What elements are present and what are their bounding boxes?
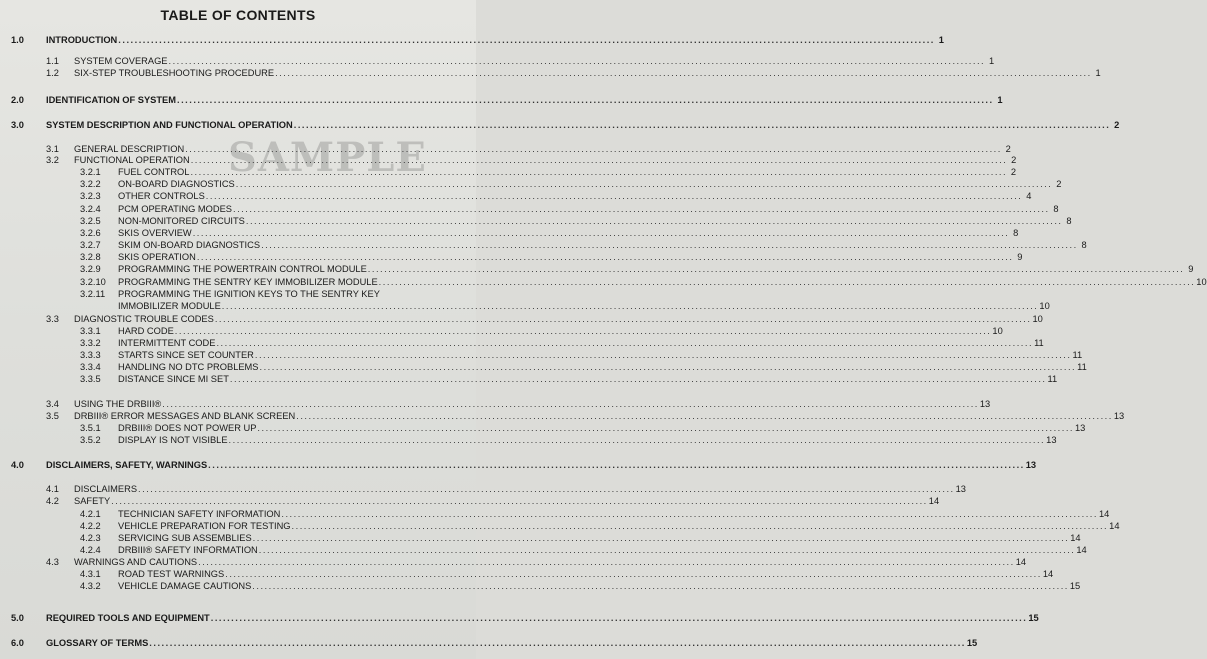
toc-entry-title: PROGRAMMING THE SENTRY KEY IMMOBILIZER MODULE xyxy=(118,277,378,287)
toc-entry-number: 4.2.1 xyxy=(80,509,101,519)
toc-entry-page: 13 xyxy=(1075,423,1086,433)
dot-leader: ........................................................................................................................................................................................................ xyxy=(221,301,1039,311)
toc-entry-page: 4 xyxy=(1026,191,1032,201)
toc-entry-title: USING THE DRBIII® xyxy=(74,399,162,409)
page-title: TABLE OF CONTENTS xyxy=(160,7,316,23)
toc-entry-number: 3.2.8 xyxy=(80,252,101,262)
dot-leader: ........................................................................................................................................................................................................ xyxy=(214,314,1032,324)
toc-entry-page: 13 xyxy=(1025,460,1037,470)
toc-entry-page: 10 xyxy=(1196,277,1207,287)
toc-entry-title: DIAGNOSTIC TROUBLE CODES xyxy=(74,314,214,324)
toc-entry-title: SAFETY xyxy=(74,496,111,506)
toc-entry-page: 8 xyxy=(1081,240,1087,250)
toc-entry-title: DRBIII® SAFETY INFORMATION xyxy=(118,545,258,555)
dot-leader: ........................................................................................................................................................................................................ xyxy=(192,228,1010,238)
toc-entry-page: 1 xyxy=(1095,68,1101,78)
toc-entry-page: 15 xyxy=(966,638,978,648)
toc-entry-number: 4.2.3 xyxy=(80,533,101,543)
toc-entry-title: VEHICLE PREPARATION FOR TESTING xyxy=(118,521,291,531)
dot-leader: ........................................................................................................................................................................................................ xyxy=(185,144,1002,154)
dot-leader: ........................................................................................................................................................................................................ xyxy=(176,95,994,105)
toc-entry-number: 4.3.2 xyxy=(80,581,101,591)
dot-leader: ........................................................................................................................................................................................................ xyxy=(111,496,928,506)
toc-entry-number: 3.1 xyxy=(46,144,59,154)
toc-entry-page: 1 xyxy=(997,95,1003,105)
toc-entry-title: OTHER CONTROLS xyxy=(118,191,205,201)
toc-entry-page: 8 xyxy=(1053,204,1059,214)
dot-leader: ........................................................................................................................................................................................................ xyxy=(254,350,1072,360)
dot-leader: ........................................................................................................................................................................................................ xyxy=(208,460,1025,470)
dot-leader: ........................................................................................................................................................................................................ xyxy=(196,252,1014,262)
toc-entry-number: 3.3 xyxy=(46,314,59,324)
toc-entry-page: 13 xyxy=(955,484,966,494)
toc-entry-page: 14 xyxy=(1076,545,1087,555)
toc-entry-page: 13 xyxy=(1046,435,1057,445)
toc-entry-page: 2 xyxy=(1005,144,1011,154)
toc-entry-number: 3.4 xyxy=(46,399,59,409)
toc-entry-page: 10 xyxy=(1039,301,1050,311)
dot-leader: ........................................................................................................................................................................................................ xyxy=(378,277,1196,287)
dot-leader: ........................................................................................................................................................................................................ xyxy=(210,613,1028,623)
dot-leader: ........................................................................................................................................................................................................ xyxy=(261,240,1078,250)
toc-entry-number: 4.1 xyxy=(46,484,59,494)
toc-entry-title: VEHICLE DAMAGE CAUTIONS xyxy=(118,581,252,591)
dot-leader: ........................................................................................................................................................................................................ xyxy=(275,68,1092,78)
dot-leader: ........................................................................................................................................................................................................ xyxy=(258,545,1076,555)
toc-entry-page: 1 xyxy=(938,35,944,45)
toc-entry-title: DISCLAIMERS xyxy=(74,484,138,494)
dot-leader: ........................................................................................................................................................................................................ xyxy=(296,411,1113,421)
toc-entry-number: 3.3.2 xyxy=(80,338,101,348)
toc-entry-page: 2 xyxy=(1011,155,1017,165)
toc-entry-page: 9 xyxy=(1017,252,1023,262)
dot-leader: ........................................................................................................................................................................................................ xyxy=(252,581,1069,591)
dot-leader: ........................................................................................................................................................................................................ xyxy=(190,167,1008,177)
toc-entry-number: 3.5 xyxy=(46,411,59,421)
dot-leader: ........................................................................................................................................................................................................ xyxy=(118,35,935,45)
dot-leader: ........................................................................................................................................................................................................ xyxy=(293,120,1111,130)
toc-entry-page: 13 xyxy=(979,399,991,409)
toc-entry-title: DISTANCE SINCE MI SET xyxy=(118,374,229,384)
dot-leader: ........................................................................................................................................................................................................ xyxy=(225,569,1042,579)
dot-leader: ........................................................................................................................................................................................................ xyxy=(162,399,979,409)
toc-entry-number: 3.2.9 xyxy=(80,264,101,274)
toc-entry-title: FUEL CONTROL xyxy=(118,167,190,177)
toc-entry-page: 9 xyxy=(1188,264,1194,274)
toc-entry-title: SYSTEM DESCRIPTION AND FUNCTIONAL OPERATION xyxy=(46,120,293,130)
dot-leader: ........................................................................................................................................................................................................ xyxy=(367,264,1185,274)
toc-entry-number: 6.0 xyxy=(11,638,24,648)
toc-entry-page: 11 xyxy=(1034,338,1044,348)
toc-entry-page: 14 xyxy=(1042,569,1054,579)
toc-entry-title: INTERMITTENT CODE xyxy=(118,338,216,348)
dot-leader: ........................................................................................................................................................................................................ xyxy=(259,362,1077,372)
dot-leader: ........................................................................................................................................................................................................ xyxy=(190,155,1008,165)
toc-entry-number: 1.2 xyxy=(46,68,59,78)
toc-entry-title: DISPLAY IS NOT VISIBLE xyxy=(118,435,228,445)
toc-entry-number: 3.2.2 xyxy=(80,179,101,189)
toc-entry-title: STARTS SINCE SET COUNTER xyxy=(118,350,254,360)
dot-leader: ........................................................................................................................................................................................................ xyxy=(281,509,1098,519)
toc-entry-title: NON-MONITORED CIRCUITS xyxy=(118,216,245,226)
toc-entry-number: 3.2 xyxy=(46,155,59,165)
toc-entry-page: 15 xyxy=(1069,581,1081,591)
toc-entry-page: 14 xyxy=(1015,557,1027,567)
toc-entry-number: 5.0 xyxy=(11,613,24,623)
toc-entry-title: SKIS OVERVIEW xyxy=(118,228,192,238)
toc-entry-number: 3.0 xyxy=(11,120,24,130)
dot-leader: ........................................................................................................................................................................................................ xyxy=(216,338,1034,348)
toc-entry-page: 14 xyxy=(928,496,940,506)
dot-leader: ........................................................................................................................................................................................................ xyxy=(198,557,1015,567)
toc-entry-title: GENERAL DESCRIPTION xyxy=(74,144,185,154)
toc-entry-page: 11 xyxy=(1077,362,1087,372)
toc-entry-title: DRBIII® ERROR MESSAGES AND BLANK SCREEN xyxy=(74,411,296,421)
toc-entry-title: ON-BOARD DIAGNOSTICS xyxy=(118,179,235,189)
dot-leader: ........................................................................................................................................................................................................ xyxy=(252,533,1070,543)
toc-entry-title: PCM OPERATING MODES xyxy=(118,204,232,214)
toc-entry-number: 3.2.5 xyxy=(80,216,101,226)
toc-entry-page: 2 xyxy=(1114,120,1120,130)
toc-entry-number: 3.2.11 xyxy=(80,289,106,299)
toc-entry-title: IMMOBILIZER MODULE xyxy=(118,301,221,311)
toc-entry-number: 3.3.5 xyxy=(80,374,101,384)
toc-entry-number: 3.2.3 xyxy=(80,191,101,201)
toc-entry-page: 14 xyxy=(1070,533,1081,543)
toc-entry-number: 4.3.1 xyxy=(80,569,101,579)
toc-entry-number: 3.5.2 xyxy=(80,435,101,445)
toc-entry-number: 4.3 xyxy=(46,557,59,567)
toc-entry-title: SKIM ON-BOARD DIAGNOSTICS xyxy=(118,240,261,250)
dot-leader: ........................................................................................................................................................................................................ xyxy=(174,326,992,336)
toc-entry-page: 10 xyxy=(992,326,1003,336)
toc-entry-page: 14 xyxy=(1109,521,1120,531)
toc-entry-page: 10 xyxy=(1032,314,1043,324)
toc-entry-number: 4.0 xyxy=(11,460,24,470)
toc-entry-number: 2.0 xyxy=(11,95,24,105)
toc-entry-number: 3.2.4 xyxy=(80,204,101,214)
toc-entry-page: 2 xyxy=(1010,167,1017,177)
toc-entry-number: 1.1 xyxy=(46,56,59,66)
toc-entry-title: INTRODUCTION xyxy=(46,35,118,45)
sample-watermark: SAMPLE xyxy=(228,134,427,181)
toc-entry-page: 15 xyxy=(1028,613,1039,623)
toc-entry-title: GLOSSARY OF TERMS xyxy=(46,638,149,648)
toc-entry-title: PROGRAMMING THE POWERTRAIN CONTROL MODULE xyxy=(118,264,367,274)
dot-leader: ........................................................................................................................................................................................................ xyxy=(205,191,1023,201)
dot-leader: ........................................................................................................................................................................................................ xyxy=(149,638,966,648)
toc-entry-number: 3.2.7 xyxy=(80,240,101,250)
toc-entry-number: 3.3.4 xyxy=(80,362,101,372)
toc-entry-title: FUNCTIONAL OPERATION xyxy=(74,155,190,165)
toc-entry-title: DRBIII® DOES NOT POWER UP xyxy=(118,423,257,433)
toc-entry-title: SERVICING SUB ASSEMBLIES xyxy=(118,533,252,543)
toc-entry-title: WARNINGS AND CAUTIONS xyxy=(74,557,198,567)
toc-entry-number: 3.2.10 xyxy=(80,277,106,287)
dot-leader: ........................................................................................................................................................................................................ xyxy=(229,374,1047,384)
toc-entry-title: HARD CODE xyxy=(118,326,174,336)
toc-entry-page: 13 xyxy=(1113,411,1125,421)
dot-leader: ........................................................................................................................................................................................................ xyxy=(235,179,1053,189)
dot-leader: ........................................................................................................................................................................................................ xyxy=(168,56,986,66)
toc-entry-page: 14 xyxy=(1098,509,1110,519)
toc-entry-title: SYSTEM COVERAGE xyxy=(74,56,168,66)
toc-entry-page: 1 xyxy=(988,56,995,66)
toc-entry-title: IDENTIFICATION OF SYSTEM xyxy=(46,95,176,105)
toc-entry-number: 3.5.1 xyxy=(80,423,101,433)
dot-leader: ........................................................................................................................................................................................................ xyxy=(245,216,1063,226)
toc-entry-title: TECHNICIAN SAFETY INFORMATION xyxy=(118,509,281,519)
toc-entry-page: 11 xyxy=(1072,350,1083,360)
toc-entry-title: ROAD TEST WARNINGS xyxy=(118,569,225,579)
toc-entry-title: PROGRAMMING THE IGNITION KEYS TO THE SENTRY KEY xyxy=(118,289,380,299)
toc-entry-page: 2 xyxy=(1056,179,1062,189)
toc-entry-number: 4.2.2 xyxy=(80,521,101,531)
toc-entry-title: REQUIRED TOOLS AND EQUIPMENT xyxy=(46,613,210,623)
toc-entry-number: 3.2.6 xyxy=(80,228,101,238)
dot-leader: ........................................................................................................................................................................................................ xyxy=(232,204,1050,214)
toc-entry-number: 3.3.1 xyxy=(80,326,101,336)
toc-entry-number: 4.2 xyxy=(46,496,59,506)
dot-leader: ........................................................................................................................................................................................................ xyxy=(138,484,955,494)
dot-leader: ........................................................................................................................................................................................................ xyxy=(257,423,1075,433)
toc-entry-number: 3.3.3 xyxy=(80,350,101,360)
toc-entry-page: 8 xyxy=(1013,228,1019,238)
toc-entry-page: 11 xyxy=(1047,374,1058,384)
toc-entry-title: SIX-STEP TROUBLESHOOTING PROCEDURE xyxy=(74,68,275,78)
toc-entry-title: DISCLAIMERS, SAFETY, WARNINGS xyxy=(46,460,208,470)
toc-entry-page: 8 xyxy=(1066,216,1072,226)
toc-entry-number: 4.2.4 xyxy=(80,545,101,555)
toc-entry-title: HANDLING NO DTC PROBLEMS xyxy=(118,362,259,372)
toc-entry-number: 1.0 xyxy=(11,35,24,45)
toc-entry-title: SKIS OPERATION xyxy=(118,252,196,262)
dot-leader: ........................................................................................................................................................................................................ xyxy=(291,521,1109,531)
dot-leader: ........................................................................................................................................................................................................ xyxy=(228,435,1046,445)
toc-entry-number: 3.2.1 xyxy=(80,167,101,177)
